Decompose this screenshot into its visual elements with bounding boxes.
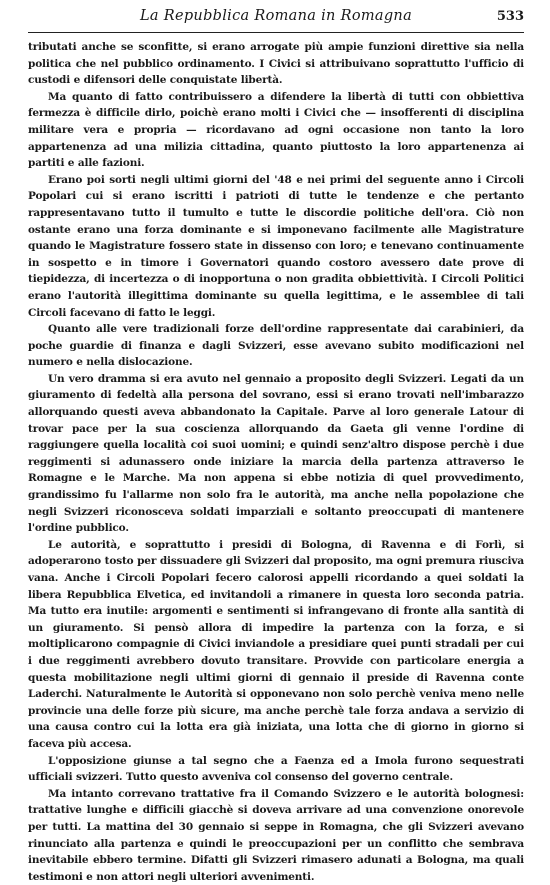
page-number: 533 [496, 9, 524, 24]
paragraph: tributati anche se sconfitte, si erano arrogate più ampie funzioni direttive sia nella politica che nel pubblico ordinamento. I Civici si attribuivano soprattutto l'ufficio di custodi e difensori delle conquistate libertà. [28, 41, 524, 87]
running-header [28, 8, 524, 30]
running-title: La Repubblica Romana in Romagna [139, 8, 413, 24]
paragraph: Ma quanto di fatto contribuissero a difendere la libertà di tutti con obbiettiva fermezza è difficile dirlo, poichè erano molti i Civici che — insofferenti di disciplina militare vera e propria — ricordavano ad ogni occasione non tanto la loro appartenenza ad una milizia cittadina, quanto piuttosto la loro appartenenza ai partiti e alle fazioni. [28, 90, 524, 170]
paragraph: L'opposizione giunse a tal segno che a Faenza ed a Imola furono sequestrati ufficiali svizzeri. Tutto questo avveniva col consenso del governo centrale. [28, 754, 524, 784]
header-rule [28, 32, 524, 33]
body-text [28, 39, 524, 885]
paragraph: Ma intanto correvano trattative fra il Comando Svizzero e le autorità bolognesi: trattative lunghe e difficili giacchè si doveva arrivare ad una convenzione onorevole per tutti. La mattina del 30 gennaio si seppe in Romagna, che gli Svizzeri avevano rinunciato alla partenza e quindi le preoccupazioni per un conflitto che sembrava inevitabile ebbero termine. Difatti gli Svizzeri rimasero adunati a Bologna, ma quali testimoni e non attori negli ulteriori avvenimenti. [28, 787, 524, 883]
paragraph: Le autorità, e soprattutto i presidi di Bologna, di Ravenna e di Forlì, si adoperarono tosto per dissuadere gli Svizzeri dal proposito, ma ogni premura riusciva vana. Anche i Circoli Popolari fecero calorosi appelli ricordando a quei soldati la libera Repubblica Elvetica, ed invitandoli a rimanere in questa loro seconda patria. Ma tutto era inutile: argomenti e sentimenti si infrangevano di fronte alla santità di un giuramento. Si pensò allora di impedire la partenza con la forza, e si moltiplicarono compagnie di Civici inviandole a presidiare quei punti stradali per cui i due reggimenti avrebbero dovuto transitare. Provvide con particolare energia a questa mobilitazione negli ultimi giorni di gennaio il preside di Ravenna conte Laderchi. Naturalmente le Autorità si opponevano non solo perchè veniva meno nelle provincie una delle forze più sicure, ma anche perchè tale forza andava a servizio di una causa contro cui la lotta era già iniziata, una lotta che di giorno in giorno si faceva più accesa. [28, 538, 524, 750]
paragraph: Erano poi sorti negli ultimi giorni del '48 e nei primi del seguente anno i Circoli Popolari cui si erano iscritti i patrioti di tutte le tendenze e che pertanto rappresentavano tutto il tumulto e tutte le discordie politiche dell'ora. Ciò non ostante erano una forza dominante e si imponevano facilmente alle Magistrature quando le Magistrature fossero state in dissenso con loro; e tenevano continuamente in sospetto e in timore i Governatori quando costoro avessero date prove di tiepidezza, di incertezza o di inopportuna o non gradita obbiettività. I Circoli Politici erano l'autorità illegittima dominante su quella legittima, e le assemblee di tali Circoli facevano di fatto le leggi. [28, 173, 524, 319]
paragraph: Quanto alle vere tradizionali forze dell'ordine rappresentate dai carabinieri, da poche guardie di finanza e dagli Svizzeri, esse avevano subito modificazioni nel numero e nella dislocazione. [28, 323, 524, 369]
paragraph: Un vero dramma si era avuto nel gennaio a proposito degli Svizzeri. Legati da un giuramento di fedeltà alla persona del sovrano, essi si erano trovati nell'imbarazzo allorquando questi aveva abbandonato la Capitale. Parve al loro generale Latour di trovar pace per la sua coscienza allorquando da Gaeta gli venne l'ordine di raggiungere quella località coi suoi uomini; e quindi senz'altro dispose perchè i due reggimenti si adunassero onde iniziare la marcia della partenza attraverso le Romagne e le Marche. Ma non appena si ebbe notizia di quel provvedimento, grandissimo fu l'allarme non solo fra le autorità, ma anche nella popolazione che negli Svizzeri riconosceva soldati imparziali e soltanto preoccupati di mantenere l'ordine pubblico. [28, 372, 524, 535]
